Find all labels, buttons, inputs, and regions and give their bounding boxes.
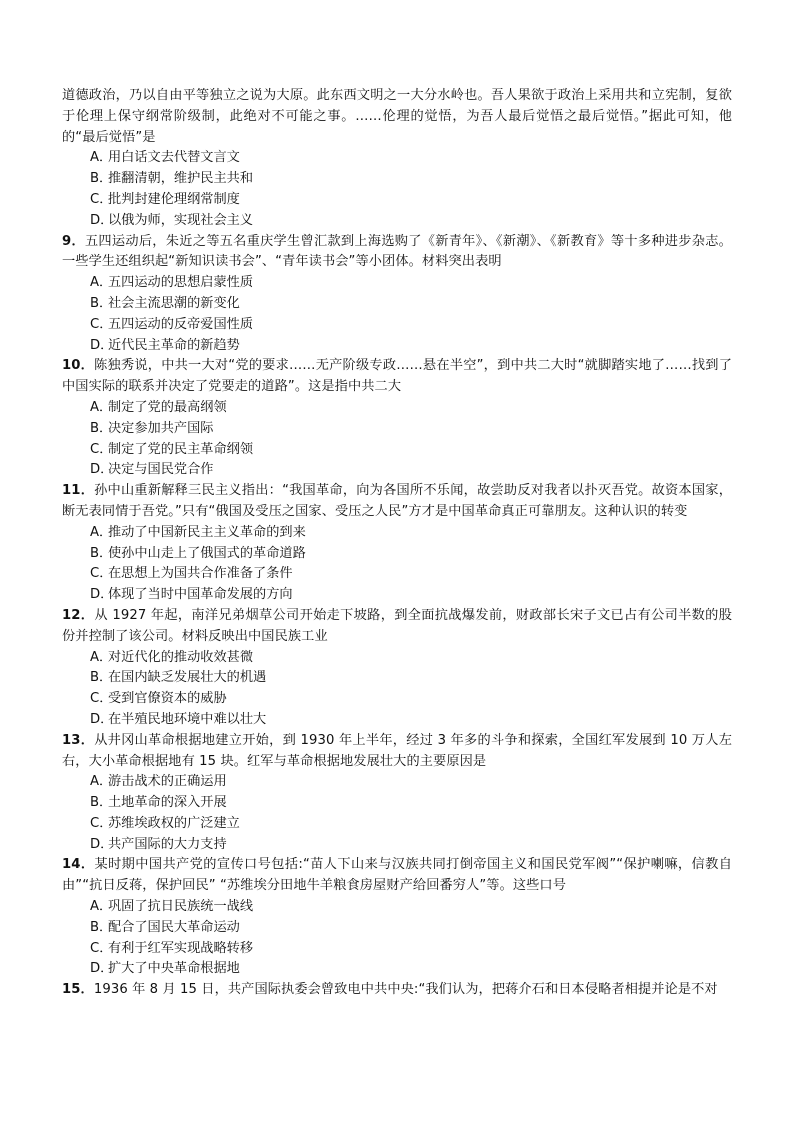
question-stem — [62, 731, 732, 773]
option-d: D．共产国际的大力支持 — [90, 836, 227, 852]
question-stem — [62, 980, 732, 1001]
option-b: B．土地革命的深入开展 — [90, 795, 227, 811]
question-stem — [62, 606, 732, 648]
question-text: 陈独秀说，中共一大对“党的要求……无产阶级专政……悬在半空”，到中共二大时“就脚踏实地了……找到了中国实际的联系并决定了党要走的道路”。这是指中共二大 — [62, 358, 732, 395]
question-stem — [62, 855, 732, 897]
question-number: 9． — [62, 233, 85, 249]
option-b: B．配合了国民大革命运动 — [90, 919, 240, 935]
option-b: B．决定参加共产国际 — [90, 420, 214, 436]
question-text: 孙中山重新解释三民主义指出：“我国革命，向为各国所不乐闻，故尝助反对我者以扑灭吾党。故资本国家，断无表同情于吾党。”只有“俄国及受压之国家、受压之人民”方才是中国革命真正可靠朋友。这种认识的转变 — [62, 483, 732, 519]
option-a: A．五四运动的思想启蒙性质 — [90, 275, 254, 291]
question-8-options — [62, 148, 732, 231]
option-c: C．五四运动的反帝爱国性质 — [90, 316, 254, 332]
question-stem — [62, 356, 732, 398]
option-a: A．用白话文去代替文言文 — [90, 150, 240, 166]
option-d: D．近代民主革命的新趋势 — [90, 337, 240, 353]
question-number: 15． — [62, 982, 94, 998]
option-d: D．以俄为师，实现社会主义 — [90, 212, 254, 228]
option-b: B．推翻清朝，维护民主共和 — [90, 171, 254, 187]
question-14 — [62, 855, 732, 980]
option-c: C．苏维埃政权的广泛建立 — [90, 815, 240, 831]
option-b: B．在国内缺乏发展壮大的机遇 — [90, 670, 267, 686]
question-stem — [62, 232, 732, 274]
question-text: 某时期中国共产党的宣传口号包括:“苗人下山来与汉族共同打倒帝国主义和国民党军阀”“保护喇嘛，信教自由”“抗日反蒋，保护回民” “苏维埃分田地牛羊粮食房屋财产给回番穷人”等。这些口号 — [62, 857, 732, 894]
question-text: 五四运动后，朱近之等五名重庆学生曾汇款到上海选购了《新青年》、《新潮》、《新教育》等十多种进步杂志。一些学生还组织起“新知识读书会”、“青年读书会”等小团体。材料突出表明 — [62, 233, 732, 270]
question-12 — [62, 606, 732, 731]
question-number: 11． — [62, 483, 95, 499]
option-a: A．巩固了抗日民族统一战线 — [90, 899, 254, 915]
question-11 — [62, 481, 732, 606]
question-text: 从井冈山革命根据地建立开始，到 1930 年上半年，经过 3 年多的斗争和探索，全国红军发展到 10 万人左右，大小革命根据地有 15 块。红军与革命根据地发展壮大的主要原因是 — [62, 732, 733, 769]
option-a: A．推动了中国新民主主义革命的到来 — [90, 524, 306, 540]
question-number: 14． — [62, 857, 95, 873]
option-d: D．扩大了中央革命根据地 — [90, 961, 240, 977]
exam-content — [62, 86, 732, 1001]
option-c: C．批判封建伦理纲常制度 — [90, 191, 240, 207]
question-13 — [62, 731, 732, 856]
option-d: D．决定与国民党合作 — [90, 462, 214, 478]
question-10 — [62, 356, 732, 481]
question-number: 13． — [62, 732, 95, 748]
question-15 — [62, 980, 732, 1001]
question-text: 1936 年 8 月 15 日，共产国际执委会曾致电中共中央:“我们认为，把蒋介石和日本侵略者相提并论是不对 — [93, 982, 718, 998]
option-c: C．在思想上为国共合作准备了条件 — [90, 566, 293, 582]
option-d: D．在半殖民地环境中难以壮大 — [90, 711, 267, 727]
option-a: A．游击战术的正确运用 — [90, 774, 227, 790]
option-b: B．社会主流思潮的新变化 — [90, 295, 240, 311]
option-a: A．对近代化的推动收效甚微 — [90, 649, 254, 665]
question-text: 从 1927 年起，南洋兄弟烟草公司开始走下坡路，到全面抗战爆发前，财政部长宋子文已占有公司半数的股份并控制了该公司。材料反映出中国民族工业 — [62, 607, 732, 644]
option-a: A．制定了党的最高纲领 — [90, 399, 227, 415]
question-9 — [62, 232, 732, 357]
option-c: C．有利于红军实现战略转移 — [90, 940, 254, 956]
option-d: D．体现了当时中国革命发展的方向 — [90, 587, 293, 603]
question-stem — [62, 481, 732, 523]
option-b: B．使孙中山走上了俄国式的革命道路 — [90, 545, 306, 561]
option-c: C．制定了党的民主革命纲领 — [90, 441, 254, 457]
question-8-stem-continued: 道德政治，乃以自由平等独立之说为大原。此东西文明之一大分水岭也。吾人果欲于政治上采用共和立宪制，复欲于伦理上保守纲常阶级制，此绝对不可能之事。……伦理的觉悟，为吾人最后觉悟之最后觉悟。”据此可知，他的“最后觉悟”是 — [62, 88, 732, 145]
question-number: 10． — [62, 358, 95, 374]
option-c: C．受到官僚资本的威胁 — [90, 691, 227, 707]
question-list — [62, 232, 732, 1001]
question-number: 12． — [62, 607, 95, 623]
